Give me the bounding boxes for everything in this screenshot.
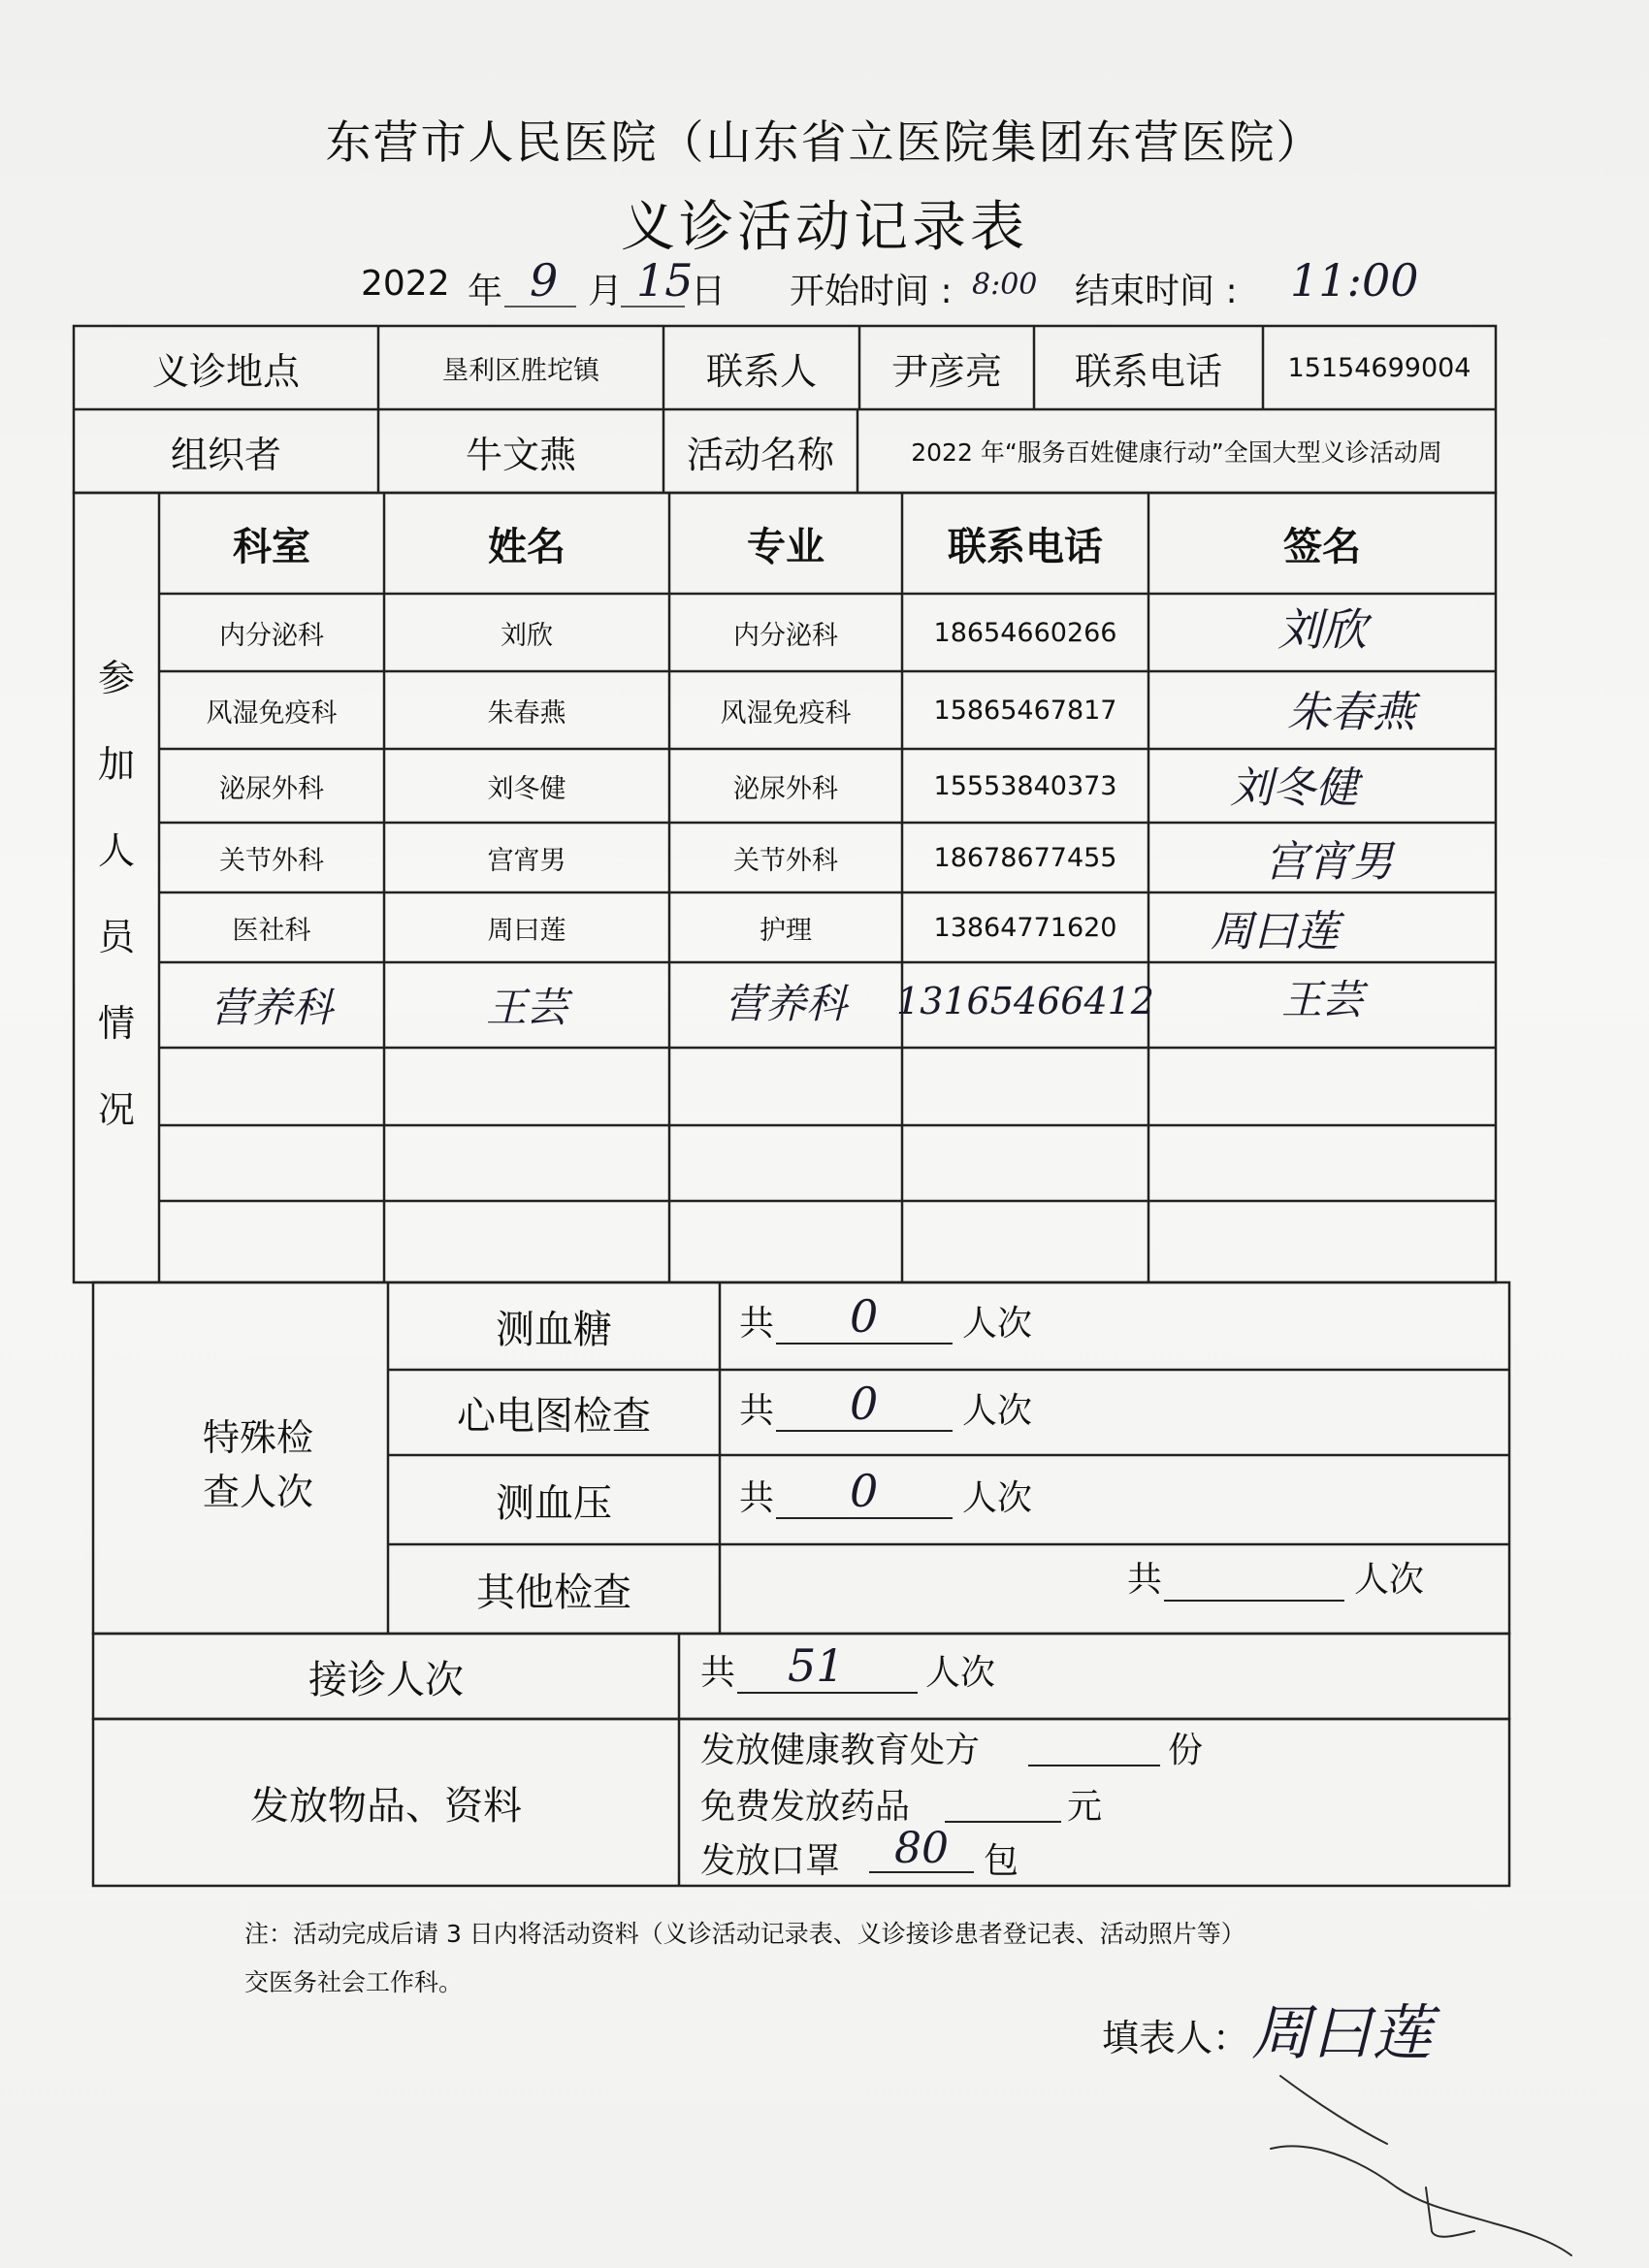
table-cell-phone: 13165466412	[896, 980, 1154, 1022]
table-cell-name: 朱春燕	[487, 697, 566, 729]
col-header-name: 姓名	[488, 524, 566, 569]
drug-label: 免费发放药品	[700, 1787, 911, 1827]
mask-label: 发放口罩	[700, 1841, 841, 1881]
signature: 朱春燕	[1287, 688, 1415, 737]
check-prefix: 共	[1127, 1560, 1163, 1600]
activity-label: 活动名称	[686, 433, 834, 476]
check-prefix: 共	[739, 1391, 775, 1431]
check-count: 0	[850, 1290, 879, 1343]
table-cell-name: 刘冬健	[487, 773, 566, 804]
signature: 刘欣	[1277, 603, 1367, 656]
end-time-value: 11:00	[1290, 254, 1419, 307]
check-suffix: 人次	[962, 1478, 1033, 1518]
participants-section-label: 参 加 人 员 情 况	[97, 657, 135, 1131]
signature: 宫宵男	[1265, 837, 1393, 887]
contact-value: 尹彦亮	[890, 349, 1002, 393]
table-cell-phone: 18678677455	[933, 842, 1117, 873]
table-cell-dept: 内分泌科	[219, 620, 324, 651]
table-cell-name: 刘欣	[501, 620, 553, 651]
drug-unit: 元	[1067, 1787, 1103, 1827]
date-year-unit: 年	[468, 272, 503, 311]
table-cell-major: 泌尿外科	[733, 773, 838, 804]
signature: 周曰莲	[1211, 907, 1339, 956]
col-header-dept: 科室	[233, 524, 310, 569]
table-cell-major: 内分泌科	[733, 620, 838, 651]
check-label: 测血压	[496, 1480, 612, 1526]
hospital-name: 东营市人民医院（山东省立医院集团东营医院）	[325, 116, 1324, 170]
table-cell-name: 王芸	[485, 984, 567, 1031]
visits-suffix: 人次	[925, 1653, 996, 1693]
visits-label: 接诊人次	[308, 1657, 464, 1702]
table-cell-dept: 泌尿外科	[219, 773, 324, 804]
date-year: 2022	[361, 264, 450, 304]
check-count: 0	[850, 1377, 879, 1430]
organizer-label: 组织者	[170, 433, 281, 476]
check-label: 测血糖	[496, 1307, 612, 1352]
location-label: 义诊地点	[151, 349, 300, 393]
signature: 王芸	[1280, 976, 1363, 1023]
table-cell-name: 周曰莲	[487, 915, 566, 946]
table-cell-major: 营养科	[724, 980, 847, 1027]
phone-label: 联系电话	[1074, 349, 1222, 393]
location-value: 垦利区胜坨镇	[442, 355, 599, 386]
check-label: 心电图检查	[457, 1393, 651, 1439]
table-cell-phone: 15553840373	[933, 770, 1117, 801]
col-header-major: 专业	[747, 524, 824, 569]
table-cell-name: 宫宵男	[487, 845, 566, 876]
footer-note-line2: 交医务社会工作科。	[244, 1968, 464, 1996]
table-cell-dept: 风湿免疫科	[206, 697, 338, 729]
check-label: 其他检查	[476, 1570, 631, 1615]
date-month-unit: 月	[588, 272, 624, 311]
edu-unit: 份	[1168, 1731, 1204, 1770]
check-prefix: 共	[739, 1478, 775, 1518]
phone-value: 15154699004	[1287, 352, 1471, 383]
start-time-label: 开始时间 :	[790, 272, 953, 311]
visits-prefix: 共	[700, 1653, 736, 1693]
distribution-label: 发放物品、资料	[250, 1783, 522, 1829]
col-header-sign: 签名	[1283, 524, 1361, 569]
date-month: 9	[530, 254, 559, 307]
mask-unit: 包	[984, 1841, 1019, 1881]
start-time-value: 8:00	[972, 268, 1038, 302]
table-cell-dept: 营养科	[210, 984, 333, 1031]
table-cell-dept: 关节外科	[219, 845, 324, 876]
contact-label: 联系人	[705, 349, 817, 393]
visits-count: 51	[788, 1639, 845, 1692]
table-cell-dept: 医社科	[232, 915, 311, 946]
date-day-unit: 日	[691, 272, 727, 311]
check-count: 0	[850, 1465, 879, 1517]
form-title: 义诊活动记录表	[621, 196, 1028, 259]
col-header-phone: 联系电话	[948, 524, 1103, 569]
signature: 刘冬健	[1230, 763, 1358, 813]
table-cell-phone: 13864771620	[933, 912, 1117, 943]
table-cell-major: 关节外科	[733, 845, 838, 876]
check-suffix: 人次	[962, 1391, 1033, 1431]
table-cell-major: 护理	[760, 915, 812, 946]
check-prefix: 共	[739, 1304, 775, 1344]
edu-label: 发放健康教育处方	[700, 1731, 981, 1770]
table-cell-phone: 18654660266	[933, 617, 1117, 648]
organizer-value: 牛文燕	[465, 433, 576, 476]
table-cell-phone: 15865467817	[933, 695, 1117, 726]
footer-note-line1: 注：活动完成后请 3 日内将活动资料（义诊活动记录表、义诊接诊患者登记表、活动照片等）	[244, 1920, 1245, 1948]
check-suffix: 人次	[962, 1304, 1033, 1344]
activity-value: 2022 年“服务百姓健康行动”全国大型义诊活动周	[911, 438, 1442, 467]
check-suffix: 人次	[1354, 1560, 1425, 1600]
special-checks-label: 特殊检查人次	[202, 1416, 313, 1513]
mask-value: 80	[894, 1824, 949, 1873]
table-cell-major: 风湿免疫科	[720, 697, 852, 729]
filler-signature: 周曰莲	[1251, 1997, 1433, 2068]
end-time-label: 结束时间 :	[1075, 272, 1238, 311]
filler-label: 填表人：	[1102, 2017, 1250, 2059]
date-day: 15	[636, 254, 694, 307]
